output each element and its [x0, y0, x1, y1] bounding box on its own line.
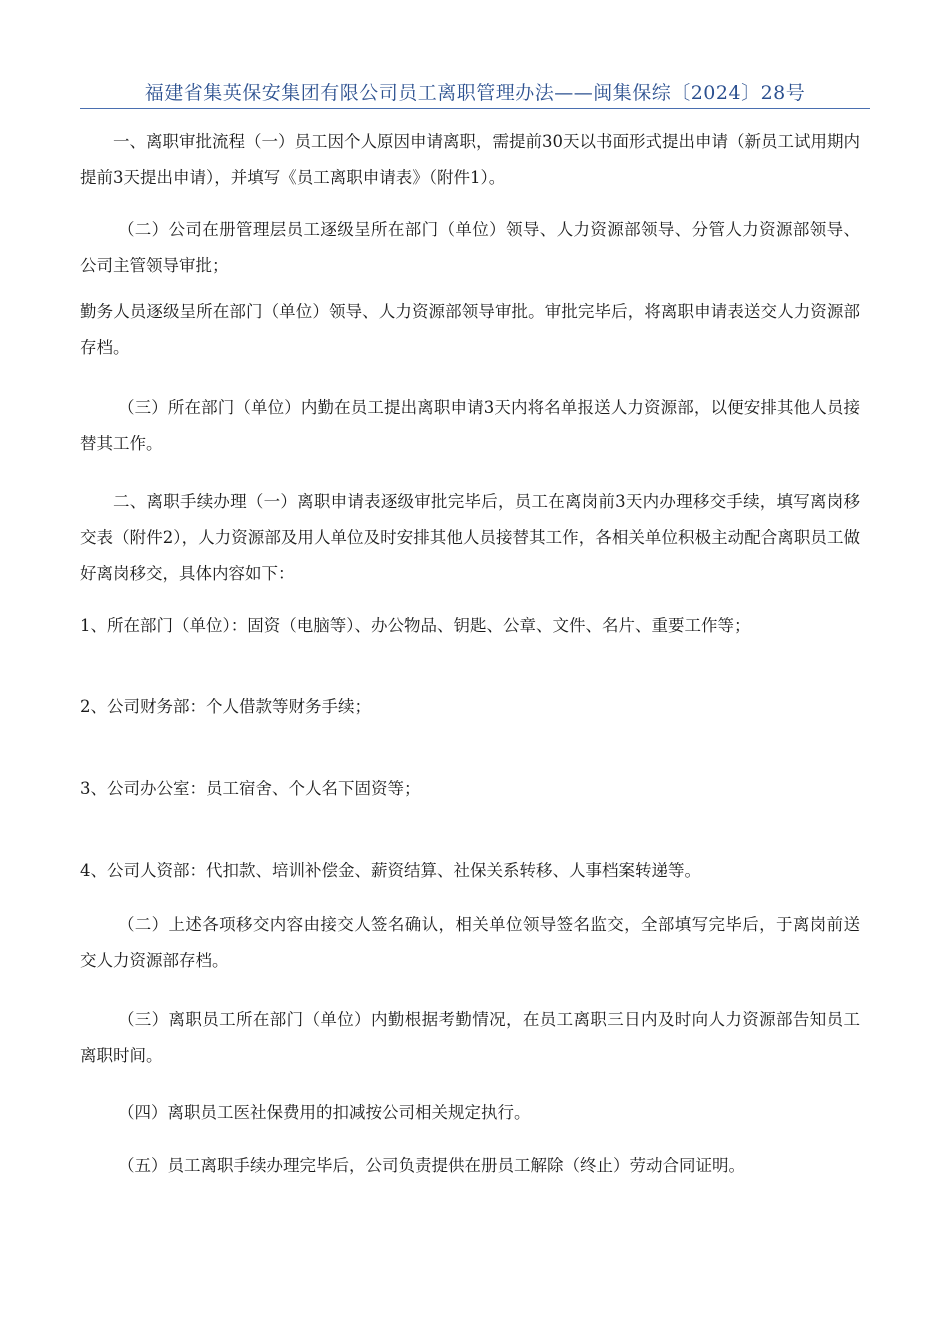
list-item-hr: 4、公司人资部：代扣款、培训补偿金、薪资结算、社保关系转移、人事档案转递等。 — [80, 861, 701, 880]
list-item-finance: 2、公司财务部：个人借款等财务手续； — [80, 697, 371, 716]
paragraph-approval-process-duty-staff: 勤务人员逐级呈所在部门（单位）领导、人力资源部领导审批。审批完毕后，将离职申请表送交人力资源部存档。 — [80, 302, 860, 357]
list-item-office: 3、公司办公室：员工宿舍、个人名下固资等； — [80, 779, 421, 798]
paragraph-resignation-procedures-2: （二）上述各项移交内容由接交人签名确认，相关单位领导签名监交，全部填写完毕后，于离岗前送交人力资源部存档。 — [80, 915, 860, 970]
document-header-title: 福建省集英保安集团有限公司员工离职管理办法——闽集保综〔2024〕28号 — [144, 82, 806, 104]
paragraph-approval-process-2: （二）公司在册管理层员工逐级呈所在部门（单位）领导、人力资源部领导、分管人力资源部领导、公司主管领导审批； — [80, 220, 860, 275]
paragraph-resignation-procedures-1: 二、离职手续办理（一）离职申请表逐级审批完毕后，员工在离岗前3天内办理移交手续，填写离岗移交表（附件2），人力资源部及用人单位及时安排其他人员接替其工作，各相关单位积极主动配合离职员工做好离岗移交，具体内容如下： — [80, 492, 860, 583]
paragraph-approval-process-1: 一、离职审批流程（一）员工因个人原因申请离职，需提前30天以书面形式提出申请（新员工试用期内提前3天提出申请），并填写《员工离职申请表》（附件1）。 — [80, 132, 860, 187]
paragraph-resignation-procedures-4: （四）离职员工医社保费用的扣减按公司相关规定执行。 — [117, 1103, 531, 1122]
header-divider — [80, 108, 870, 109]
paragraph-resignation-procedures-3: （三）离职员工所在部门（单位）内勤根据考勤情况，在员工离职三日内及时向人力资源部告知员工离职时间。 — [80, 1010, 860, 1065]
paragraph-resignation-procedures-5: （五）员工离职手续办理完毕后，公司负责提供在册员工解除（终止）劳动合同证明。 — [117, 1156, 745, 1175]
list-item-department: 1、所在部门（单位）：固资（电脑等）、办公物品、钥匙、公章、文件、名片、重要工作等； — [80, 616, 751, 635]
paragraph-approval-process-3: （三）所在部门（单位）内勤在员工提出离职申请3天内将名单报送人力资源部，以便安排其他人员接替其工作。 — [80, 398, 860, 453]
